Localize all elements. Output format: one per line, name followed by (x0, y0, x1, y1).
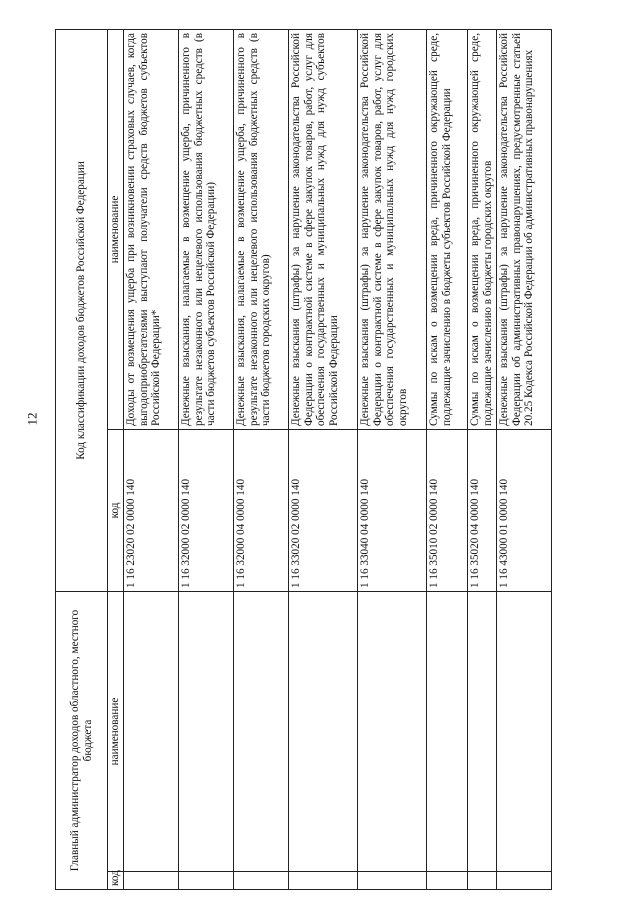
revenue-name-cell: Денежные взыскания, налагаемые в возмещение ущерба, причиненного в результате незаконного или нецелевого использования бюджетных средств (в части бюджетов городских округов) (233, 29, 288, 429)
subheader-code: код (108, 430, 124, 592)
revenue-name-cell: Денежные взыскания, налагаемые в возмещение ущерба, причиненного в результате незаконного или нецелевого использования бюджетных средств (в части бюджетов субъектов Российской Федерации) (178, 29, 233, 429)
revenue-code-cell: 1 16 23020 02 0000 140 (123, 430, 178, 592)
table-row (496, 29, 551, 889)
revenue-name-cell: Суммы по искам о возмещении вреда, причиненного окружающей среде, подлежащие зачислению в бюджеты субъектов Российской Федерации (426, 29, 467, 429)
table-row (178, 29, 233, 889)
revenue-name-cell: Денежные взыскания (штрафы) за нарушение законодательства Российской Федерации об административных правонарушениях, предусмотренные статьей 20.25 Кодекса Российской Федерации об административных правонарушениях (496, 29, 551, 429)
revenue-code-cell: 1 16 43000 01 0000 140 (496, 430, 551, 592)
admin-name-cell (288, 592, 357, 872)
revenue-name-cell: Денежные взыскания (штрафы) за нарушение законодательства Российской Федерации о контрактной системе в сфере закупок товаров, работ, услуг для обеспечения государственных и муниципальных нужд для нужд городских округов (357, 29, 426, 429)
header-classification-code: Код классификации доходов бюджетов Российской Федерации (56, 29, 108, 591)
table-row (288, 29, 357, 889)
admin-code-cell (123, 872, 178, 890)
table-row (357, 29, 426, 889)
revenue-name-cell: Доходы от возмещения ущерба при возникновении страховых случаев, когда выгодоприобретателями выступают получатели средств бюджетов субъектов Российской Федерации* (123, 29, 178, 429)
table-row (233, 29, 288, 889)
revenue-code-cell: 1 16 33020 02 0000 140 (288, 430, 357, 592)
revenue-code-cell: 1 16 32000 04 0000 140 (233, 430, 288, 592)
table-row (426, 29, 467, 889)
admin-name-cell (357, 592, 426, 872)
revenue-code-cell: 1 16 35010 02 0000 140 (426, 430, 467, 592)
revenue-name-cell: Суммы по искам о возмещении вреда, причиненного окружающей среде, подлежащие зачислению в бюджеты городских округов (467, 29, 496, 429)
admin-code-cell (178, 872, 233, 890)
rotated-table-container (55, 10, 630, 890)
revenue-code-cell: 1 16 35020 04 0000 140 (467, 430, 496, 592)
admin-name-cell (467, 592, 496, 872)
admin-name-cell (496, 592, 551, 872)
revenue-name-cell: Денежные взыскания (штрафы) за нарушение законодательства Российской Федерации о контрактной системе в сфере закупок товаров, работ, услуг для обеспечения государственных и муниципальных нужд для нужд субъектов Российской Федерации (288, 29, 357, 429)
admin-code-cell (426, 872, 467, 890)
admin-code-cell (496, 872, 551, 890)
revenue-code-cell: 1 16 32000 02 0000 140 (178, 430, 233, 592)
subheader-name: наименование (108, 29, 124, 429)
admin-code-cell (233, 872, 288, 890)
admin-code-cell (288, 872, 357, 890)
page-number: 12 (24, 412, 40, 426)
admin-name-cell (123, 592, 178, 872)
table-row (123, 29, 178, 889)
admin-code-cell (467, 872, 496, 890)
subheader-admin-code: код (108, 872, 124, 890)
revenue-code-cell: 1 16 33040 04 0000 140 (357, 430, 426, 592)
admin-name-cell (178, 592, 233, 872)
table-row (467, 29, 496, 889)
subheader-admin-name: наименование (108, 592, 124, 872)
budget-revenue-table (55, 29, 552, 890)
header-chief-administrator: Главный администратор доходов областного, местного бюджета (56, 592, 108, 890)
admin-name-cell (426, 592, 467, 872)
admin-name-cell (233, 592, 288, 872)
admin-code-cell (357, 872, 426, 890)
